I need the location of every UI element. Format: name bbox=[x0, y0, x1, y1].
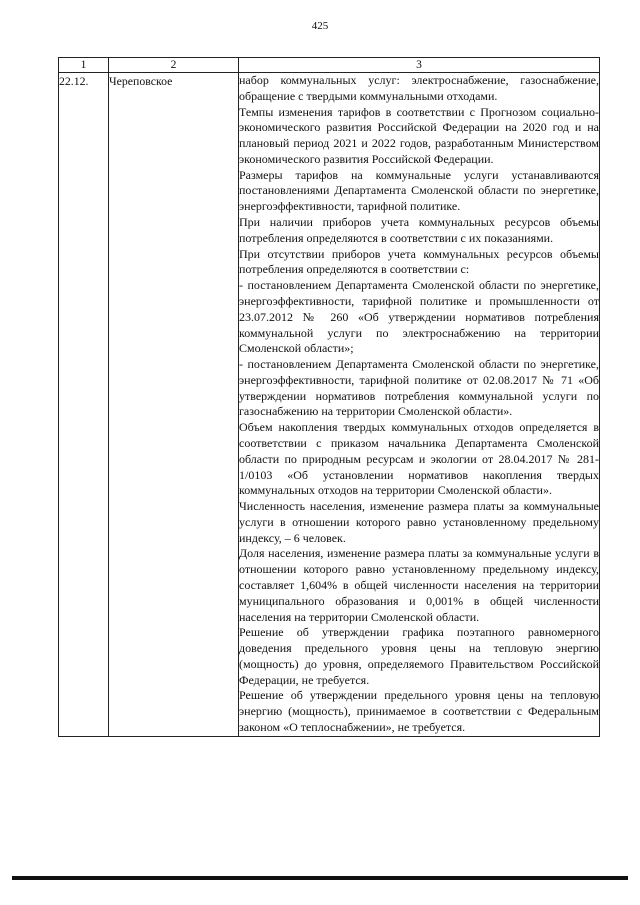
paragraph: При отсутствии приборов учета коммунальных ресурсов объемы потребления определяются в соответствии с: bbox=[239, 246, 599, 277]
paragraph: Численность населения, изменение размера платы за коммунальные услуги в отношении которого равно установленному предельному индексу, – 6 человек. bbox=[239, 499, 599, 545]
row-description bbox=[239, 73, 600, 737]
settlement-name: Череповское bbox=[109, 73, 239, 737]
paragraph: набор коммунальных услуг: электроснабжение, газоснабжение, обращение с твердыми коммунальными отходами. bbox=[239, 73, 599, 103]
row-number: 22.12. bbox=[59, 73, 109, 737]
header-col-2: 2 bbox=[109, 58, 239, 73]
paragraph: - постановлением Департамента Смоленской области по энергетике, энергоэффективности, тарифной политике и промышленности от 23.07.2012 № 260 «Об утверждении нормативов потребления коммунальной услуги по электроснабжению на территории Смоленской области»; bbox=[239, 278, 599, 356]
paragraph: Размеры тарифов на коммунальные услуги устанавливаются постановлениями Департамента Смоленской области по энергетике, энергоэффективности, тарифной политике. bbox=[239, 167, 599, 214]
paragraph: Объем накопления твердых коммунальных отходов определяется в соответствии с приказом начальника Департамента Смоленской области по природным ресурсам и экологии от 28.04.2017 № 281-1/0103 «Об установлении нормативов накопления твердых коммунальных отходов на территории Смоленской области». bbox=[239, 420, 599, 498]
bottom-rule bbox=[12, 876, 628, 880]
header-col-1: 1 bbox=[59, 58, 109, 73]
header-col-3: 3 bbox=[239, 58, 600, 73]
paragraph: Доля населения, изменение размера платы за коммунальные услуги в отношении которого равно установленному предельному индексу, составляет 1,604% в общей численности населения на территории муниципального образования и 0,001% в общей численности населения на территории Смоленской области. bbox=[239, 546, 599, 624]
table-row bbox=[59, 73, 600, 737]
page-number: 425 bbox=[311, 20, 329, 32]
paragraph: При наличии приборов учета коммунальных ресурсов объемы потребления определяются в соответствии с их показаниями. bbox=[239, 215, 599, 245]
paragraph: Решение об утверждении графика поэтапного равномерного доведения предельного уровня цены на тепловую энергию (мощность) до уровня, определяемого Правительством Российской Федерации, не требуется. bbox=[239, 625, 599, 687]
paragraph: Темпы изменения тарифов в соответствии с Прогнозом социально-экономического развития Российской Федерации на 2020 год и на плановый период 2021 и 2022 годов, разработанным Министерством экономического развития Российской Федерации. bbox=[239, 104, 599, 166]
paragraph: - постановлением Департамента Смоленской области по энергетике, энергоэффективности, тарифной политике от 02.08.2017 № 71 «Об утверждении нормативов потребления коммунальной услуги по газоснабжению на территории Смоленской области». bbox=[239, 357, 599, 419]
tariff-table bbox=[58, 57, 600, 737]
table-header-row bbox=[59, 58, 600, 73]
paragraph: Решение об утверждении предельного уровня цены на тепловую энергию (мощность), принимаемое в соответствии с Федеральным законом «О теплоснабжении», не требуется. bbox=[239, 688, 599, 735]
